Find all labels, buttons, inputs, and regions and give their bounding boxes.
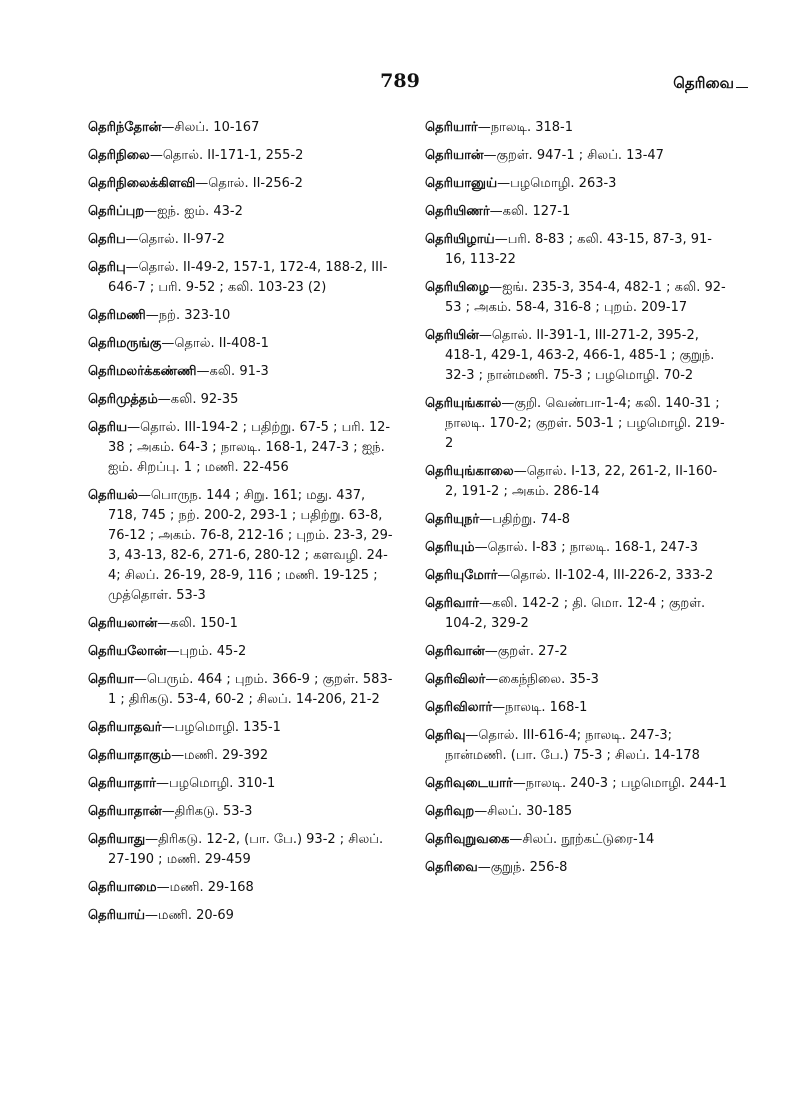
index-entry <box>88 642 394 662</box>
entry-headword: தெரிவிலார் <box>425 700 493 715</box>
page-number: 789 <box>380 70 420 92</box>
running-head-rule <box>736 87 748 88</box>
entry-headword: தெரிவுடையார் <box>425 776 513 791</box>
index-entry <box>425 566 728 586</box>
index-entry <box>88 230 394 250</box>
index-entry <box>425 698 728 718</box>
entry-references: —சிலப். 30-185 <box>474 804 573 819</box>
entry-headword: தெரிவு <box>425 728 466 743</box>
entry-headword: தெரிப்புற <box>88 204 145 219</box>
entry-references: —பொருந. 144 ; சிறு. 161; மது. 437, 718, 745 ; நற். 200-2, 293-1 ; பதிற்று. 63-8, 76-12 ; அகம். 76-8, 212-16 ; புறம். 23-3, 29-3, 43-13, 82-6, 271-6, 280-12 ; களவழி. 24-4; சிலப். 26-19, 28-9, 116 ; மணி. 19-125 ; முத்தொள். 53-3 <box>108 488 393 603</box>
entry-references: —தொல். II-391-1, III-271-2, 395-2, 418-1, 429-1, 463-2, 466-1, 485-1 ; குறுந். 32-3 ; நான்மணி. 75-3 ; பழமொழி. 70-2 <box>445 328 715 383</box>
entry-references: —நாலடி. 318-1 <box>477 120 573 135</box>
entry-references: —புறம். 45-2 <box>166 644 247 659</box>
index-entry <box>88 878 394 898</box>
entry-headword: தெரிப <box>88 232 126 247</box>
entry-headword: தெரிவார் <box>425 596 479 611</box>
index-entry <box>88 906 394 926</box>
entry-references: —நற். 323-10 <box>145 308 231 323</box>
entry-references: —குறி. வெண்பா-1-4; கலி. 140-31 ; நாலடி. 170-2; குறள். 503-1 ; பழமொழி. 219-2 <box>445 396 725 451</box>
entry-headword: தெரியாதார் <box>88 776 156 791</box>
entry-references: —தொல். I-83 ; நாலடி. 168-1, 247-3 <box>474 540 699 555</box>
entry-references: —கைந்நிலை. 35-3 <box>485 672 599 687</box>
entry-headword: தெரிவுறுவகை <box>425 832 510 847</box>
entry-references: —தொல். II-102-4, III-226-2, 333-2 <box>497 568 714 583</box>
entry-references: —நாலடி. 168-1 <box>492 700 588 715</box>
index-entry <box>88 418 394 478</box>
entry-headword: தெரியாமை <box>88 880 157 895</box>
entry-headword: தெரியின் <box>425 328 479 343</box>
entry-references: —தொல். III-616-4; நாலடி. 247-3; நான்மணி. (பா. பே.) 75-3 ; சிலப். 14-178 <box>445 728 700 763</box>
entry-references: —திரிகடு. 12-2, (பா. பே.) 93-2 ; சிலப். 27-190 ; மணி. 29-459 <box>108 832 384 867</box>
entry-references: —மணி. 20-69 <box>145 908 234 923</box>
index-entry <box>88 486 394 606</box>
index-entry <box>88 306 394 326</box>
index-entry <box>425 230 728 270</box>
entry-headword: தெரிபு <box>88 260 126 275</box>
entry-references: —நாலடி. 240-3 ; பழமொழி. 244-1 <box>512 776 728 791</box>
entry-references: —மணி. 29-392 <box>171 748 269 763</box>
index-entry <box>88 146 394 166</box>
entry-references: —ஐந். ஐம். 43-2 <box>144 204 243 219</box>
entry-references: —கலி. 91-3 <box>196 364 269 379</box>
entry-headword: தெரிவுற <box>425 804 475 819</box>
entry-references: —குறள். 27-2 <box>484 644 568 659</box>
running-head <box>673 74 748 94</box>
entry-references: —சிலப். 10-167 <box>161 120 260 135</box>
index-entry <box>425 326 728 386</box>
index-entry <box>425 642 728 662</box>
entry-headword: தெரிமருங்கு <box>88 336 162 351</box>
entry-references: —திரிகடு. 53-3 <box>161 804 253 819</box>
index-entry <box>88 118 394 138</box>
entry-headword: தெரியும் <box>425 540 475 555</box>
entry-headword: தெரிமுத்தம் <box>88 392 158 407</box>
index-entry <box>425 278 728 318</box>
index-entry <box>425 510 728 530</box>
index-entry <box>425 726 728 766</box>
index-entry <box>88 614 394 634</box>
index-entry <box>88 802 394 822</box>
index-entry <box>88 174 394 194</box>
entry-references: —தொல். II-408-1 <box>161 336 269 351</box>
index-entry <box>88 334 394 354</box>
index-entry <box>425 146 728 166</box>
entry-references: —குறள். 947-1 ; சிலப். 13-47 <box>483 148 664 163</box>
entry-references: —கலி. 127-1 <box>489 204 571 219</box>
entry-headword: தெரியுங்கால் <box>425 396 502 411</box>
index-entry <box>425 394 728 454</box>
entry-headword: தெரியாது <box>88 832 146 847</box>
entry-references: —ஐங். 235-3, 354-4, 482-1 ; கலி. 92-53 ; அகம். 58-4, 316-8 ; புறம். 209-17 <box>445 280 726 315</box>
entry-headword: தெரிமலர்க்கண்ணி <box>88 364 197 379</box>
entry-references: —தொல். I-13, 22, 261-2, II-160-2, 191-2 ; அகம். 286-14 <box>445 464 718 499</box>
entry-references: —பரி. 8-83 ; கலி. 43-15, 87-3, 91-16, 113-22 <box>445 232 712 267</box>
index-entry <box>88 202 394 222</box>
entry-headword: தெரியாதாகும் <box>88 748 172 763</box>
entry-references: —பழமொழி. 135-1 <box>161 720 281 735</box>
entry-headword: தெரியாதவர் <box>88 720 162 735</box>
entry-headword: தெரியானுய் <box>425 176 498 191</box>
index-entry <box>88 746 394 766</box>
entry-headword: தெரிவை <box>425 860 478 875</box>
index-entry <box>88 774 394 794</box>
right-column <box>425 118 728 886</box>
left-column <box>88 118 394 934</box>
entry-references: —கலி. 150-1 <box>157 616 238 631</box>
entry-headword: தெரிவான் <box>425 644 485 659</box>
entry-headword: தெரியாய் <box>88 908 146 923</box>
entry-headword: தெரியார் <box>425 120 478 135</box>
entry-headword: தெரியுமோர் <box>425 568 498 583</box>
entry-headword: தெரிவிலர் <box>425 672 486 687</box>
entry-references: —சிலப். நூற்கட்டுரை-14 <box>509 832 655 847</box>
index-entry <box>88 258 394 298</box>
index-entry <box>88 830 394 870</box>
entry-headword: தெரியான் <box>425 148 484 163</box>
entry-headword: தெரியுநர் <box>425 512 480 527</box>
entry-headword: தெரியிழை <box>425 280 490 295</box>
entry-references: —பெரும். 464 ; புறம். 366-9 ; குறள். 583-1 ; திரிகடு. 53-4, 60-2 ; சிலப். 14-206, 21-2 <box>108 672 393 707</box>
entry-headword: தெரிநிலைக்கிளவி <box>88 176 196 191</box>
index-entry <box>425 594 728 634</box>
entry-headword: தெரியலான் <box>88 616 158 631</box>
entry-headword: தெரியல் <box>88 488 138 503</box>
entry-references: —மணி. 29-168 <box>156 880 254 895</box>
entry-headword: தெரியிழாய் <box>425 232 495 247</box>
entry-headword: தெரிநிலை <box>88 148 150 163</box>
entry-headword: தெரியுங்காலை <box>425 464 514 479</box>
entry-references: —தொல். III-194-2 ; பதிற்று. 67-5 ; பரி. 12-38 ; அகம். 64-3 ; நாலடி. 168-1, 247-3 ; ஐந். ஐம். சிறப்பு. 1 ; மணி. 22-456 <box>108 420 391 475</box>
index-entry <box>425 462 728 502</box>
entry-references: —பழமொழி. 263-3 <box>497 176 617 191</box>
entry-headword: தெரியிணர் <box>425 204 490 219</box>
index-entry <box>425 538 728 558</box>
entry-headword: தெரிந்தோன் <box>88 120 162 135</box>
entry-headword: தெரியாதான் <box>88 804 162 819</box>
entry-headword: தெரிமணி <box>88 308 146 323</box>
index-entry <box>88 718 394 738</box>
index-entry <box>425 802 728 822</box>
entry-references: —கலி. 92-35 <box>157 392 239 407</box>
index-entry <box>425 774 728 794</box>
index-entry <box>88 670 394 710</box>
entry-headword: தெரியா <box>88 672 134 687</box>
index-entry <box>425 830 728 850</box>
index-entry <box>88 390 394 410</box>
index-entry <box>425 202 728 222</box>
entry-references: —தொல். II-49-2, 157-1, 172-4, 188-2, III-646-7 ; பரி. 9-52 ; கலி. 103-23 (2) <box>108 260 388 295</box>
entry-references: —தொல். II-97-2 <box>125 232 225 247</box>
index-entry <box>425 174 728 194</box>
entry-references: —தொல். II-171-1, 255-2 <box>149 148 304 163</box>
running-head-text: தெரிவை <box>673 74 734 92</box>
entry-references: —குறுந். 256-8 <box>477 860 568 875</box>
index-entry <box>425 118 728 138</box>
entry-headword: தெரிய <box>88 420 128 435</box>
entry-references: —பதிற்று. 74-8 <box>479 512 571 527</box>
entry-headword: தெரியலோன் <box>88 644 167 659</box>
index-entry <box>88 362 394 382</box>
index-entry <box>425 670 728 690</box>
index-entry <box>425 858 728 878</box>
entry-references: —பழமொழி. 310-1 <box>155 776 276 791</box>
entry-references: —தொல். II-256-2 <box>195 176 303 191</box>
entry-references: —கலி. 142-2 ; தி. மொ. 12-4 ; குறள். 104-2, 329-2 <box>445 596 706 631</box>
